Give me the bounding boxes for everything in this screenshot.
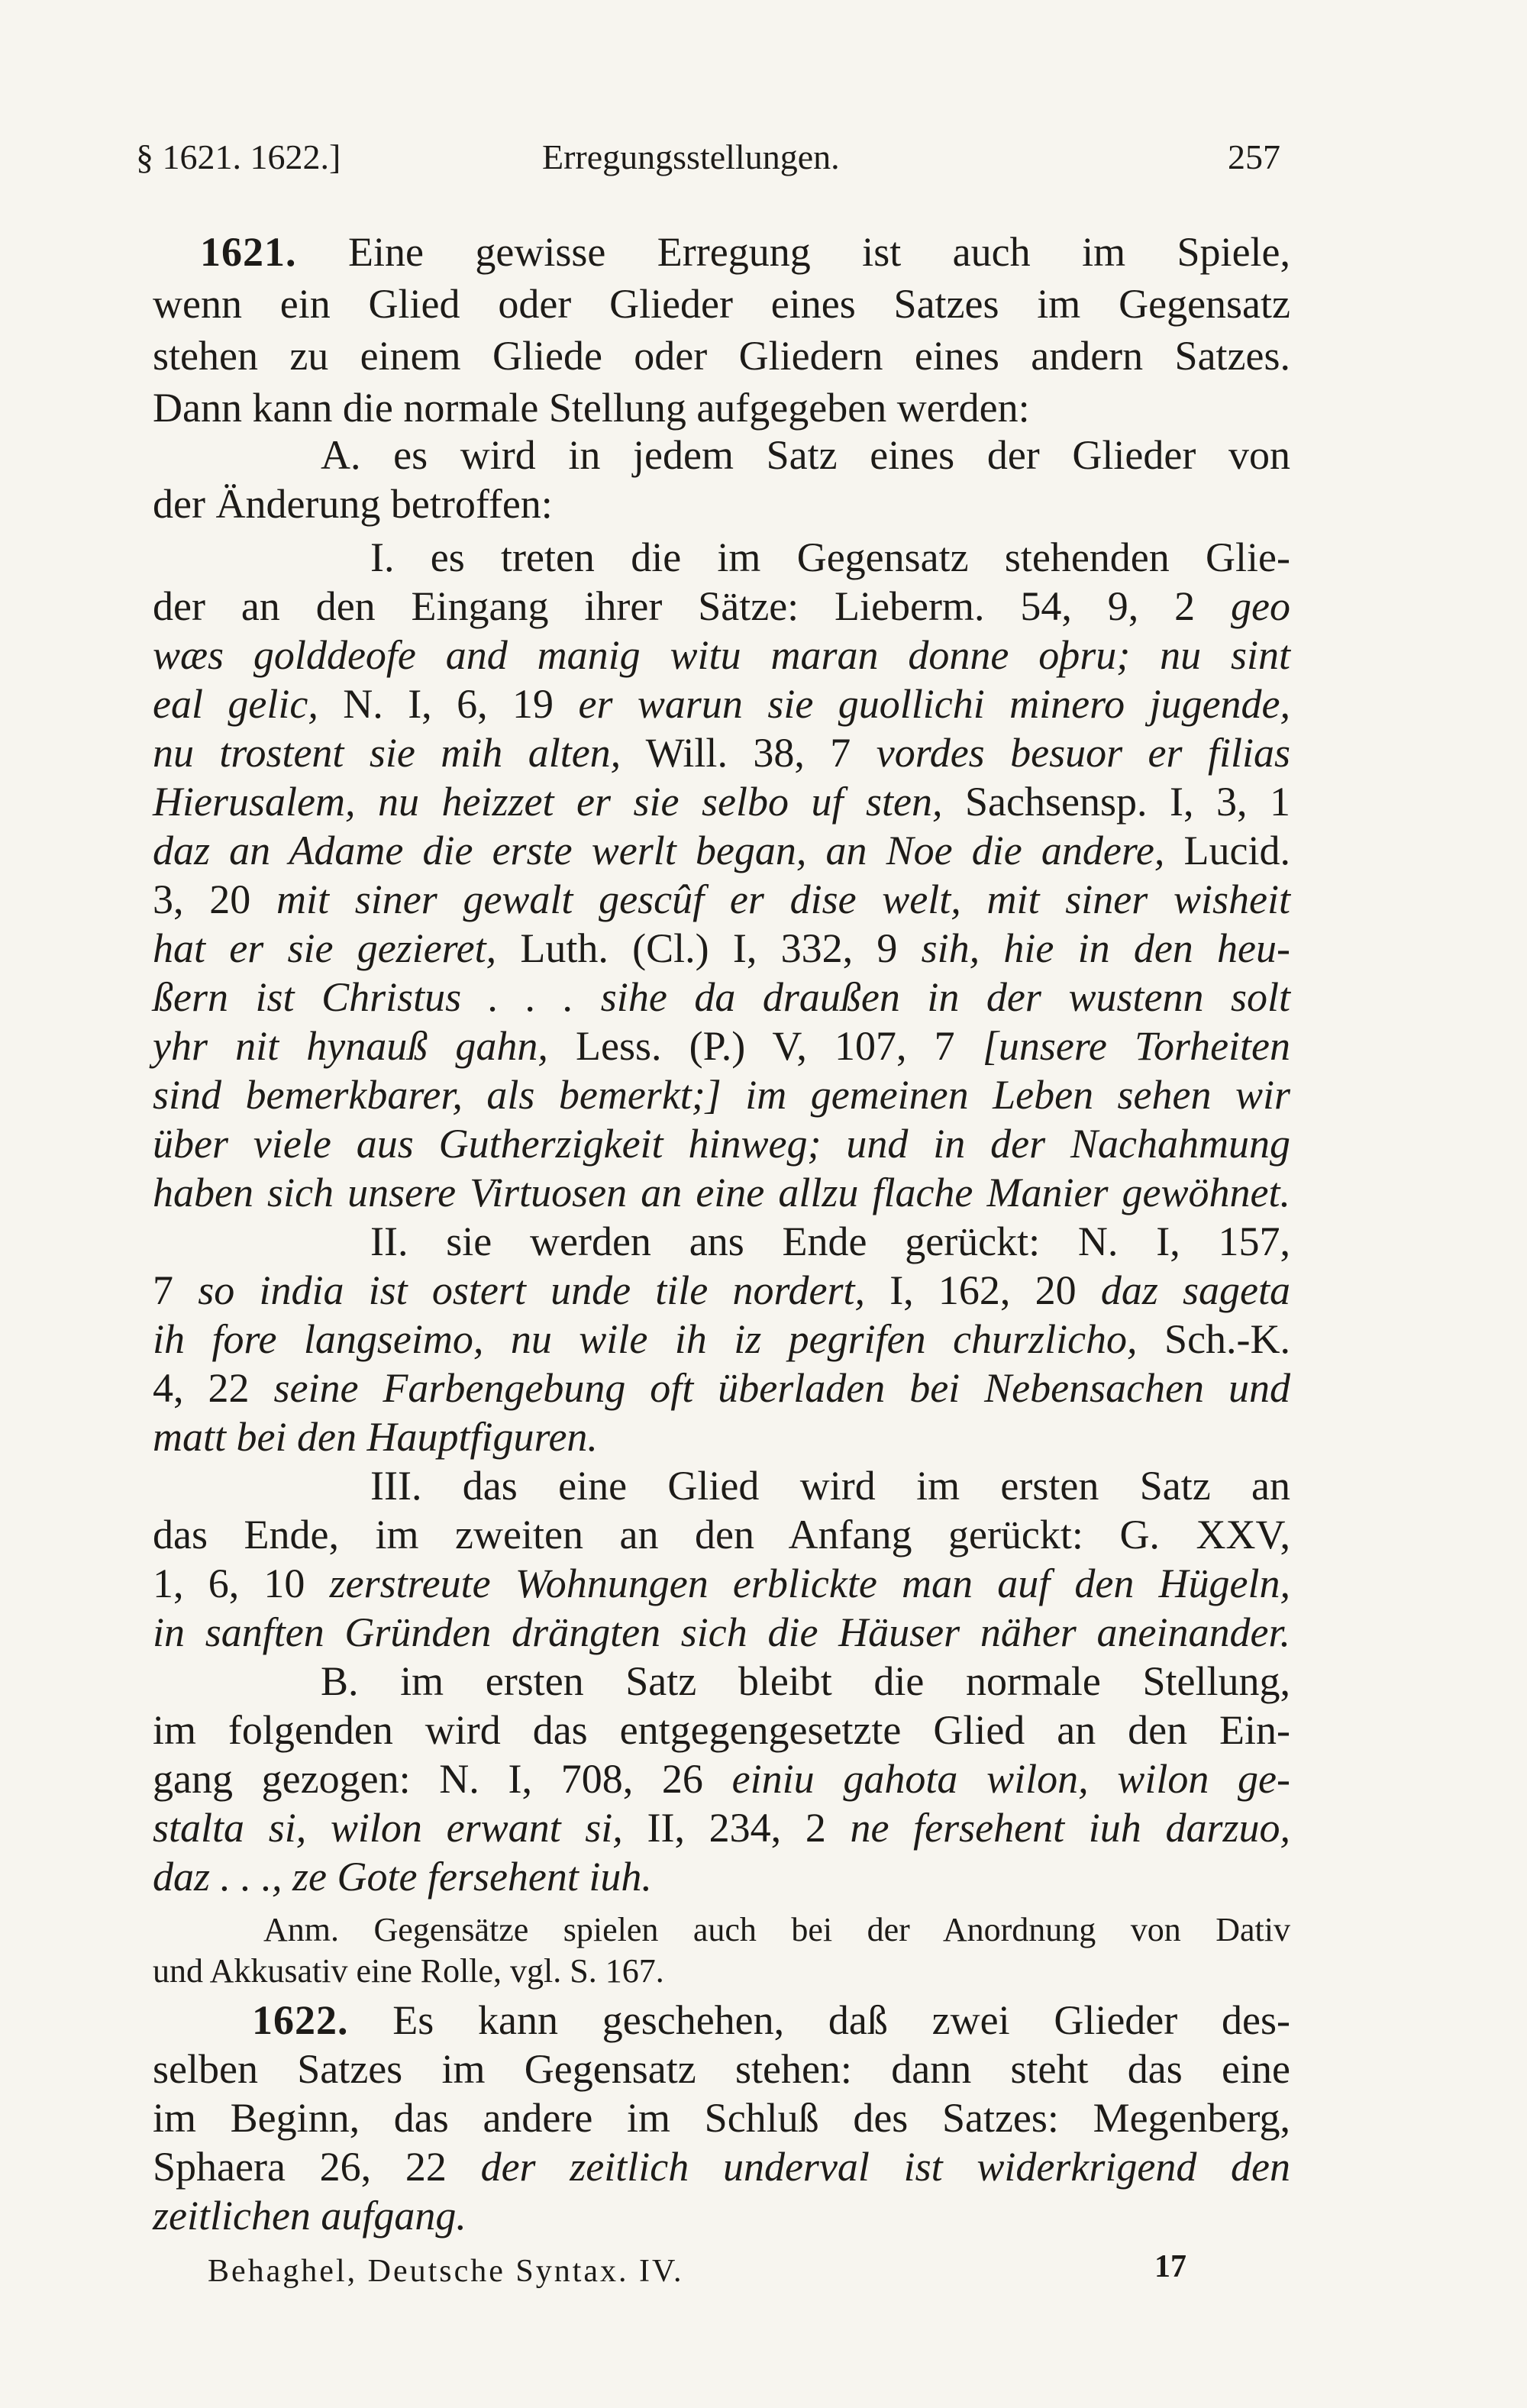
para-1621-II-line-3: ih fore langseimo, nu wile ih iz pegrifen churzlicho, Sch.-K. (153, 1316, 1291, 1362)
para-1621-I-line-5: nu trostent sie mih alten, Will. 38, 7 vordes besuor er filias (153, 730, 1290, 776)
para-1621-A-line-2: der Änderung betroffen: (153, 481, 553, 527)
para-1622-line-5: zeitlichen aufgang. (153, 2193, 466, 2239)
para-1621-I-line-7: daz an Adame die erste werlt began, an Noe die andere, Lucid. (153, 828, 1290, 873)
header-running-title: Erregungsstellungen. (542, 137, 840, 176)
para-1621-line-4: Dann kann die normale Stellung aufgegeben werden: (153, 385, 1030, 431)
para-1621-B-line-4: stalta si, wilon erwant si, II, 234, 2 ne fersehent iuh darzuo, (153, 1805, 1290, 1851)
para-1621-A-line-1: A. es wird in jedem Satz eines der Glieder von (321, 432, 1290, 478)
para-1621-line-2: wenn ein Glied oder Glieder eines Satzes im Gegensatz (153, 281, 1290, 327)
para-1621-I-line-13: über viele aus Gutherzigkeit hinweg; und in der Nachahmung (153, 1121, 1290, 1167)
para-1621-B-line-5: daz . . ., ze Gote fersehent iuh. (153, 1854, 652, 1900)
section-number-1621: 1621. (200, 229, 297, 275)
footer-signature: Behaghel, Deutsche Syntax. IV. (208, 2254, 684, 2289)
para-1621-line-3: stehen zu einem Gliede oder Gliedern eines andern Satzes. (153, 333, 1290, 379)
para-1621-III-line-2: das Ende, im zweiten an den Anfang gerückt: G. XXV, (153, 1512, 1290, 1557)
para-1621-III-line-3: 1, 6, 10 zerstreute Wohnungen erblickte man auf den Hügeln, (153, 1561, 1291, 1606)
para-1621-I-line-2: der an den Eingang ihrer Sätze: Lieberm. 54, 9, 2 geo (153, 583, 1290, 629)
para-1621-II-line-1: II. sie werden ans Ende gerückt: N. I, 157, (370, 1219, 1290, 1264)
annotation-line-2: und Akkusativ eine Rolle, vgl. S. 167. (153, 1952, 664, 1990)
annotation-line-1: Anm. Gegensätze spielen auch bei der Anordnung von Dativ (263, 1911, 1290, 1948)
para-1621-I-line-6: Hierusalem, nu heizzet er sie selbo uf sten, Sachsensp. I, 3, 1 (153, 779, 1290, 825)
para-1621-I-line-4: eal gelic, N. I, 6, 19 er warun sie guollichi minero jugende, (153, 681, 1291, 727)
para-1621-II-line-4: 4, 22 seine Farbengebung oft überladen bei Nebensachen und (153, 1365, 1291, 1411)
para-1621-II-line-2: 7 so india ist ostert unde tile nordert, I, 162, 20 daz sageta (153, 1267, 1291, 1313)
para-1621-B-line-3: gang gezogen: N. I, 708, 26 einiu gahota wilon, wilon ge- (153, 1756, 1290, 1802)
para-1621-B-line-1: B. im ersten Satz bleibt die normale Stellung, (321, 1658, 1290, 1704)
header-section-ref: § 1621. 1622.] (136, 137, 341, 176)
para-1621-I-line-11: yhr nit hynauß gahn, Less. (P.) V, 107, 7 [unsere Torheiten (153, 1023, 1291, 1069)
para-1621-I-line-9: hat er sie gezieret, Luth. (Cl.) I, 332, 9 sih, hie in den heu- (153, 925, 1291, 971)
para-1621-I-line-12: sind bemerkbarer, als bemerkt;] im gemeinen Leben sehen wir (153, 1072, 1290, 1118)
para-1621-I-line-1: I. es treten die im Gegensatz stehenden Glie- (370, 534, 1290, 580)
para-1621-I-line-14: haben sich unsere Virtuosen an eine allzu flache Manier gewöhnet. (153, 1170, 1290, 1215)
para-1621-III-line-1: III. das eine Glied wird im ersten Satz an (370, 1463, 1290, 1509)
section-number-1622: 1622. (252, 1997, 349, 2043)
para-1622-line-2: selben Satzes im Gegensatz stehen: dann steht das eine (153, 2046, 1290, 2092)
footer-sheet-number: 17 (1154, 2249, 1186, 2284)
para-1621-I-line-3: wæs golddeofe and manig witu maran donne oþru; nu sint (153, 632, 1290, 678)
para-1621-line-1: 1621. Eine gewisse Erregung ist auch im Spiele, (200, 229, 1291, 275)
para-1621-I-line-10: ßern ist Christus . . . sihe da draußen in der wustenn solt (153, 974, 1290, 1020)
para-1622-line-1: 1622. Es kann geschehen, daß zwei Glieder des- (252, 1997, 1290, 2043)
para-1621-II-line-5: matt bei den Hauptfiguren. (153, 1414, 598, 1460)
para-1622-line-4: Sphaera 26, 22 der zeitlich underval ist widerkrigend den (153, 2144, 1291, 2190)
para-1621-B-line-2: im folgenden wird das entgegengesetzte Glied an den Ein- (153, 1707, 1290, 1753)
para-1622-line-3: im Beginn, das andere im Schluß des Satzes: Megenberg, (153, 2095, 1290, 2141)
para-1621-III-line-4: in sanften Gründen drängten sich die Häuser näher aneinander. (153, 1609, 1290, 1655)
para-1621-I-line-8: 3, 20 mit siner gewalt gescûf er dise welt, mit siner wisheit (153, 876, 1290, 922)
header-page-number: 257 (1228, 137, 1280, 176)
